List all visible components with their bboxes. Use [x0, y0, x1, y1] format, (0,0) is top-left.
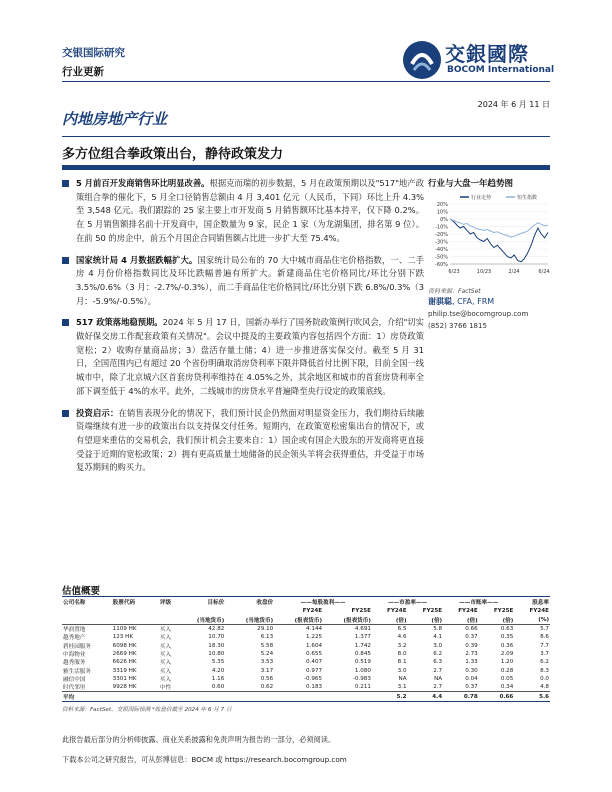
trend-chart	[428, 192, 552, 282]
analyst-email[interactable]: philip.tse@bocomgroup.com	[428, 310, 529, 318]
table-cell: 5.7	[540, 626, 549, 633]
table-cell: 42.82	[208, 626, 225, 633]
table-row	[62, 642, 550, 650]
table-cell: 1.080	[354, 667, 371, 674]
y-tick-label: -60%	[435, 261, 448, 268]
col-unit: (倍)	[395, 617, 407, 624]
y-tick-label: -30%	[435, 239, 448, 246]
table-cell: 3.7	[540, 651, 549, 658]
table-cell: 买入	[159, 660, 172, 667]
table-cell: 1.377	[354, 634, 371, 641]
table-cell: NA	[434, 675, 443, 682]
table-row	[62, 666, 550, 674]
table-cell: 7.7	[540, 642, 549, 649]
table-row	[62, 650, 550, 658]
table-cell: 0.34	[500, 684, 514, 691]
table-cell: 0.39	[465, 642, 478, 649]
col-unit: (倍)	[431, 617, 443, 624]
y-tick-label: -40%	[435, 246, 448, 253]
analyst	[428, 296, 494, 307]
bullet-square-icon	[62, 410, 69, 417]
company-name: 碧桂园服务	[63, 643, 91, 650]
y-tick-label: -50%	[435, 254, 448, 261]
table-cell: 2.7	[433, 667, 443, 674]
table-row	[62, 625, 550, 634]
company-name: 越秀地产	[63, 635, 86, 642]
average-value: 5.6	[514, 692, 550, 701]
table-cell: 4.6	[397, 634, 407, 641]
table-cell: 1.742	[354, 642, 371, 649]
col-unit: (倍)	[467, 617, 478, 624]
table-source: 资料来源：FactSet，交银国际预测 *收盘价截至 2024 年 6 月 7 日	[62, 707, 232, 713]
table-cell: 4.144	[306, 626, 323, 633]
company-name: 融信中国	[63, 676, 86, 683]
table-cell: 1.20	[500, 659, 514, 666]
table-cell: 6.2	[433, 651, 443, 658]
average-label: 平均	[62, 692, 112, 701]
col-header: 收盘价	[256, 599, 274, 606]
table-cell: 买入	[159, 668, 172, 675]
table-cell: 3319 HK	[112, 667, 137, 674]
analyst-credentials: , CFA, FRM	[452, 297, 495, 306]
table-row	[62, 658, 550, 666]
x-tick-label: 6/24	[538, 269, 550, 275]
table-cell: -0.983	[352, 675, 371, 682]
paragraph-policy	[62, 316, 424, 398]
col-header: 评级	[159, 599, 172, 606]
table-cell: 0.519	[354, 659, 371, 666]
table-cell: 买入	[159, 635, 172, 642]
bullet-square-icon	[62, 257, 69, 264]
table-cell: 6626 HK	[112, 659, 137, 666]
report-date: 2024 年 6 月 11 日	[477, 100, 550, 109]
y-tick-label: -20%	[435, 231, 448, 238]
col-header: 股息率	[532, 599, 549, 606]
col-header: FY24E	[302, 607, 323, 614]
table-cell: 0.37	[465, 634, 478, 641]
table-cell: 10.80	[208, 651, 225, 658]
paragraph-lead: 5 月前百开发商销售环比明显改善。	[76, 178, 210, 188]
paragraph-investment	[62, 407, 424, 476]
paragraph-text: 国家统计局公布的 70 大中城市商品住宅价格指数，一、二手房 4 月份价格指数同比及环比跌幅普遍有所扩大。新建商品住宅价格同比/环比分别下跌 3.5%/0.6%（3 月：-2.7%/-0.3%），而二手商品住宅价格同比/环比分别下跌 6.8%/0.3%（3 月：-5.9%/-0.5%）。	[76, 254, 424, 306]
paragraph-sales	[62, 177, 424, 246]
table-cell: 8.6	[540, 634, 549, 641]
legend-label: 恒生指数	[517, 195, 538, 201]
table-cell: 0.0	[540, 675, 549, 682]
average-value: 5.2	[372, 692, 408, 701]
table-cell: 10.70	[208, 634, 225, 641]
table-cell: 0.35	[500, 634, 514, 641]
firm-name: 交银国际研究	[62, 47, 125, 59]
table-cell: 0.211	[354, 684, 371, 691]
bullet-square-icon	[62, 180, 69, 187]
company-name: 越秀服务	[63, 660, 86, 667]
table-cell: 18.30	[208, 642, 225, 649]
disclaimer-note: 此报告最后部分的分析师披露、商业关系披露和免责声明为报告的一部分，必须阅读。	[62, 735, 336, 744]
table-cell: 买入	[159, 627, 172, 634]
col-unit: (报表货币)	[294, 617, 323, 624]
table-cell: 1109 HK	[112, 626, 137, 633]
col-header: FY25E	[493, 607, 514, 614]
table-cell: 0.977	[306, 667, 323, 674]
table-cell: 0.63	[500, 626, 514, 633]
table-cell: 5.8	[433, 626, 443, 633]
col-unit: (当地货币)	[196, 617, 225, 624]
col-header: 公司名称	[63, 599, 86, 606]
table-cell: 买入	[159, 652, 172, 659]
table-cell: 0.655	[306, 651, 323, 658]
table-cell: 9928 HK	[112, 684, 137, 691]
y-tick-label: 0%	[440, 216, 448, 223]
table-cell: 4.1	[433, 634, 443, 641]
average-value: 4.4	[408, 692, 444, 701]
bullet-square-icon	[62, 319, 69, 326]
company-name: 雅生活服务	[63, 668, 91, 675]
table-cell: 8.3	[540, 667, 549, 674]
x-tick-label: 2/24	[508, 269, 520, 275]
table-cell: 8.1	[397, 659, 407, 666]
table-cell: 29.10	[257, 626, 274, 633]
download-note: 下载本公司之研究报告，可从彭博信息：BOCM 或 https://research.bocomgroup.com	[62, 755, 347, 764]
table-row	[62, 675, 550, 683]
analyst-name: 谢骐聪	[428, 297, 452, 306]
table-cell: 0.845	[354, 651, 371, 658]
table-cell: 6.13	[260, 634, 274, 641]
paragraph-text: 根据克而瑞的初步数据，5 月在政策预期以及"517"地产政策组合拳的催化下，5 月全口径销售总额由 4 月 3,401 亿元（人民币，下同）环比上升 4.3%至 3,548 亿元。我们跟踪的 25 家主要上市开发商 5 月销售额环比基本持平，仅下降 0.2%。在 5 月销售额排名前十开发商中，国企数量为 9 家，民企 1 家（为龙湖集团，排名第 9 位）。在前 50 的房企中，前五个月国企合同销售额占比进一步扩大至 75.4%。	[76, 178, 424, 243]
table-cell: NA	[398, 675, 407, 682]
table-cell: 3.0	[433, 642, 443, 649]
table-cell: 0.04	[465, 675, 478, 682]
table-cell: 中性	[159, 685, 172, 692]
table-row	[62, 683, 550, 692]
table-cell: 3301 HK	[112, 675, 137, 682]
chart-source: 资料来源：FactSet	[428, 288, 481, 295]
table-cell: 5.24	[260, 651, 274, 658]
headline: 多方位组合拳政策出台，静待政策发力	[62, 147, 284, 162]
paragraph-text: 在销售表现分化的情况下，我们预计民企仍然面对明显资金压力，我们期待后续融资端继续有进一步的政策出台以支持保交付任务。短期内，在政策宽松密集出台的情况下，或有望迎来重估的交易机会，我们预计机会主要来自：1）国企或有国企大股东的开发商将更直接受益于近期的宽松政策；2）拥有更高质量土地储备的民企领头羊将会获得重估，并受益于市场复苏期间的购买力。	[76, 407, 424, 473]
report-body	[62, 177, 424, 483]
analyst-phone: (852) 3766 1815	[428, 322, 487, 330]
document-type: 行业更新	[62, 66, 104, 78]
table-cell: 1.16	[211, 675, 225, 682]
table-cell: 6098 HK	[112, 642, 137, 649]
valuation-title: 估值概要	[62, 586, 101, 597]
company-name: 华润置地	[63, 627, 86, 634]
paragraph-lead: 投资启示：	[76, 407, 119, 418]
table-cell: 1.33	[465, 659, 478, 666]
table-cell: 3.53	[260, 659, 274, 666]
logo-english-text: BOCOM International	[447, 65, 555, 75]
table-cell: 2669 HK	[112, 651, 137, 658]
col-header: ——市账率——	[459, 599, 499, 606]
paragraph-lead: 517 政策落地稳预期。	[76, 317, 163, 328]
paragraph-lead: 国家统计局 4 月数据跌幅扩大。	[76, 254, 198, 265]
table-cell: 1.604	[306, 642, 323, 649]
table-cell: 0.183	[306, 684, 323, 691]
average-row	[62, 692, 550, 701]
y-tick-label: 10%	[436, 209, 448, 216]
col-unit: (报表货币)	[343, 617, 371, 624]
table-cell: 0.66	[465, 626, 478, 633]
table-cell: 2.7	[433, 684, 443, 691]
col-header: FY24E	[387, 607, 407, 614]
table-cell: 6.5	[397, 626, 407, 633]
valuation-table	[62, 596, 550, 702]
chart-title: 行业与大盘一年趋势图	[428, 179, 514, 189]
x-tick-label: 6/23	[448, 269, 460, 275]
col-header: ——市盈率——	[387, 599, 428, 606]
table-cell: 2.73	[465, 651, 478, 658]
company-logo	[402, 38, 572, 82]
average-value: 0.78	[443, 692, 479, 701]
col-unit: (当地货币)	[245, 617, 274, 624]
table-cell: 8.0	[397, 651, 407, 658]
col-header: ——每股盈利——	[300, 599, 346, 606]
industry-title: 内地房地产行业	[62, 110, 168, 128]
table-cell: 3.17	[260, 667, 274, 674]
col-header: 目标价	[207, 599, 225, 606]
paragraph-prices	[62, 254, 424, 309]
table-cell: 3.2	[397, 642, 407, 649]
col-header: FY24E	[458, 607, 478, 614]
legend-label: 行业走势	[471, 195, 492, 201]
headline-band	[62, 165, 550, 170]
table-cell: 4.691	[354, 626, 371, 633]
table-cell: 0.05	[500, 675, 514, 682]
table-cell: 4.20	[211, 667, 225, 674]
col-header: FY24E	[529, 607, 549, 614]
table-cell: 买入	[159, 643, 172, 650]
table-cell: 0.36	[500, 642, 514, 649]
table-cell: 0.28	[500, 667, 514, 674]
col-header: FY25E	[351, 607, 371, 614]
table-cell: 5.35	[211, 659, 225, 666]
table-cell: 3.1	[397, 684, 407, 691]
y-tick-label: -10%	[435, 224, 448, 231]
col-header: FY25E	[422, 607, 443, 614]
table-cell: 买入	[159, 676, 172, 683]
logo-chinese-text: 交銀國際	[445, 42, 529, 66]
company-name: 中海物业	[63, 652, 86, 659]
col-unit: (%)	[538, 616, 549, 623]
company-name: 时代邻里	[63, 685, 86, 692]
table-cell: 0.56	[260, 675, 274, 682]
average-value: 0.66	[479, 692, 515, 701]
paragraph-text: 2024 年 5 月 17 日，国新办举行了国务院政策例行吹风会，介绍"切实做好保交房工作配套政策有关情况"。会议中提及的主要政策内容包括四个方面：1）房贷政策宽松；2）收购存量商品房；3）盘活存量土储；4）进一步推进落实保交付。截至 5 月 31 日，全国范围内已有超过 20 个省份明确取消房贷利率下限并降低首付比例下限，目前全国一线城市中，除了北京城六区首套房贷利率维持在 4.05%之外，其余地区和城市的首套房贷利率全部下调至低于 4%的水平。此外，二线城市的房贷水平普遍降至央行设定的政策底线。	[76, 317, 424, 396]
table-cell: 0.62	[260, 684, 274, 691]
valuation-rows	[62, 625, 550, 692]
table-cell: -0.965	[304, 675, 323, 682]
table-cell: 5.58	[260, 642, 274, 649]
col-header: 股票代码	[112, 599, 136, 606]
table-cell: 2.09	[500, 651, 514, 658]
table-cell: 4.8	[540, 684, 549, 691]
table-cell: 0.37	[465, 684, 478, 691]
table-cell: 0.407	[306, 659, 323, 666]
industry-rule	[62, 136, 550, 137]
table-cell: 0.30	[465, 667, 478, 674]
logo-mark-icon	[402, 40, 442, 80]
table-cell: 1.225	[306, 634, 323, 641]
table-row	[62, 633, 550, 641]
table-cell: 6.3	[433, 659, 443, 666]
table-cell: 0.60	[211, 684, 225, 691]
table-cell: 6.2	[540, 659, 549, 666]
col-unit: (倍)	[502, 617, 514, 624]
x-tick-label: 10/23	[476, 269, 492, 275]
table-cell: 123 HK	[112, 634, 134, 641]
y-tick-label: 20%	[436, 201, 448, 208]
table-cell: 3.0	[397, 667, 407, 674]
